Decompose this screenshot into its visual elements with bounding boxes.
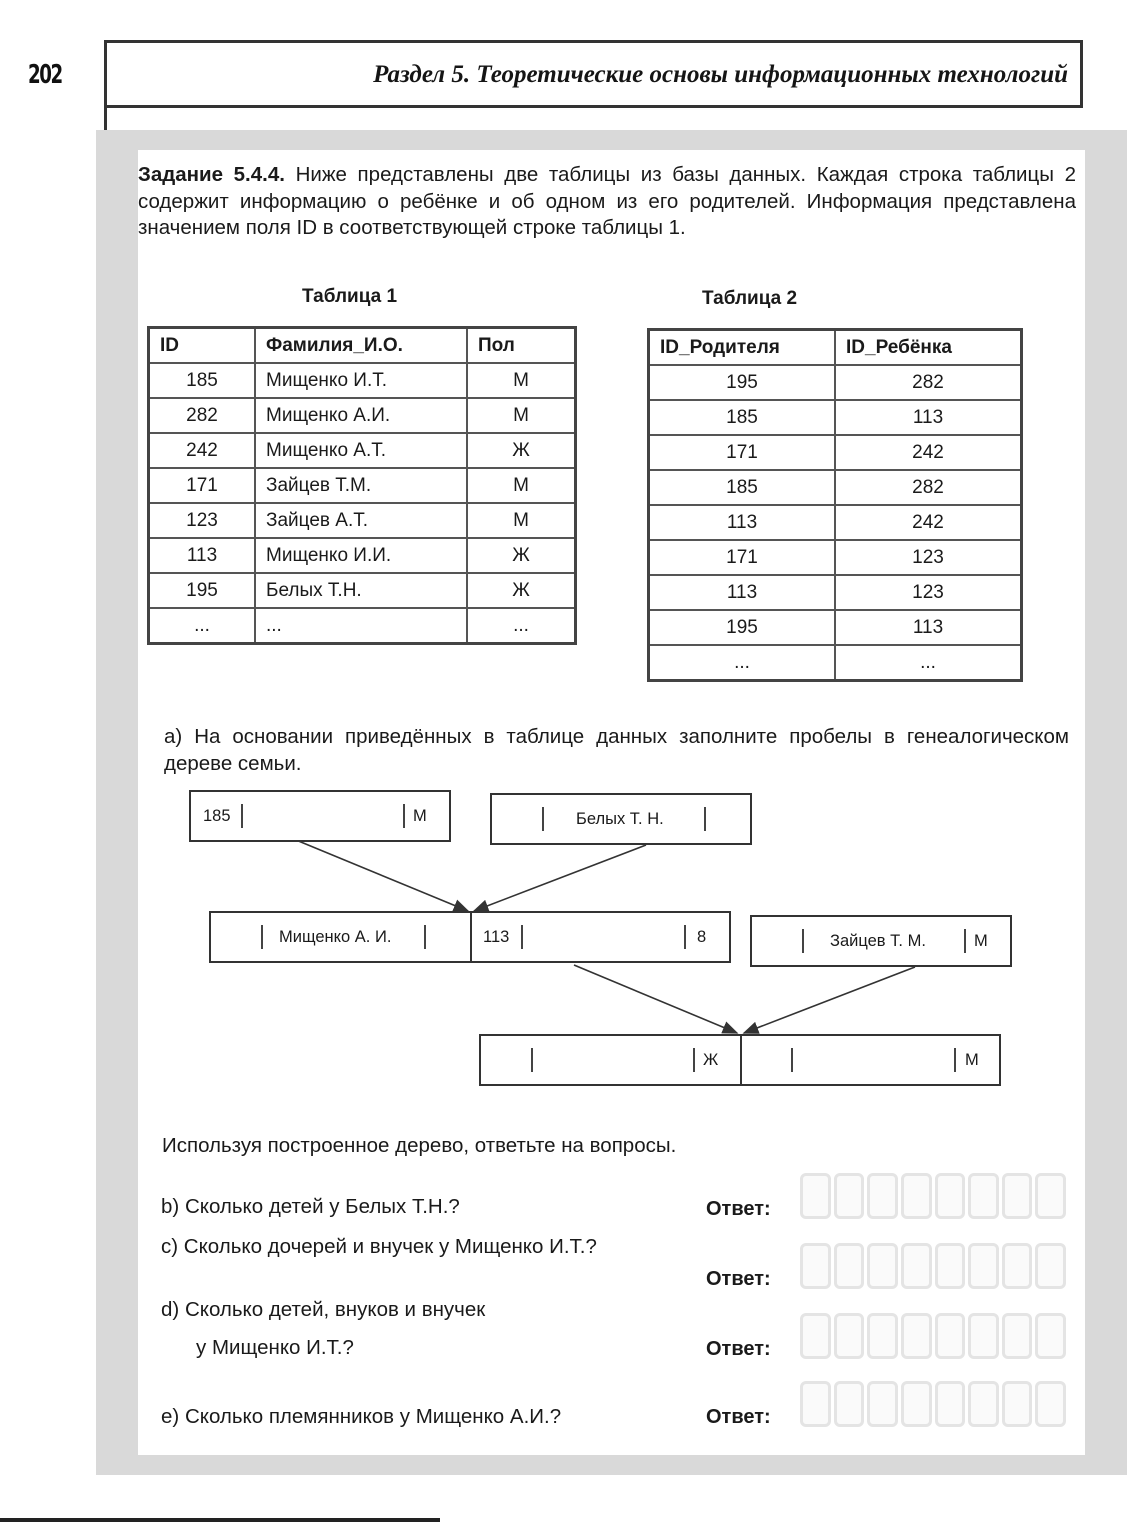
table2-row — [649, 540, 1022, 575]
table2-cell-parent-id: 171 — [649, 435, 836, 470]
table2-cell-child-id: 113 — [835, 610, 1022, 645]
table2-cell-parent-id: 185 — [649, 470, 836, 505]
table1-cell-id: 123 — [149, 503, 256, 538]
answer-digit-cell[interactable] — [1035, 1173, 1066, 1219]
answer-c-label: Ответ: — [706, 1268, 771, 1290]
table1-header-row — [149, 328, 576, 364]
field-separator — [531, 1048, 533, 1072]
answer-digit-cell[interactable] — [1002, 1173, 1033, 1219]
table2-row — [649, 505, 1022, 540]
table1-row — [149, 573, 576, 608]
field-separator — [693, 1048, 695, 1072]
task-number: Задание 5.4.4. — [138, 163, 285, 186]
answer-digit-cell[interactable] — [1035, 1313, 1066, 1359]
answer-e-input[interactable] — [800, 1381, 1066, 1427]
question-b — [161, 1194, 460, 1221]
section-header — [104, 40, 1083, 108]
answer-digit-cell[interactable] — [1002, 1313, 1033, 1359]
table1-cell-name: Зайцев Т.М. — [255, 468, 467, 503]
question-a-text: а) На основании приведённых в таблице данных заполните пробелы в генеалогическом дереве семьи. — [164, 725, 1069, 775]
table1 — [147, 326, 577, 645]
table1-row — [149, 503, 576, 538]
page-number: 202 — [28, 60, 62, 90]
question-d-letter: d) — [161, 1298, 180, 1321]
table2-cell-child-id: ... — [835, 645, 1022, 681]
table2-cell-parent-id: 195 — [649, 365, 836, 400]
table1-cell-sex: Ж — [467, 538, 576, 573]
answer-digit-cell[interactable] — [1035, 1243, 1066, 1289]
answer-digit-cell[interactable] — [901, 1381, 932, 1427]
table1-row — [149, 608, 576, 644]
table2-cell-child-id: 282 — [835, 470, 1022, 505]
field-separator — [802, 929, 804, 953]
table1-cell-id: 171 — [149, 468, 256, 503]
table1-cell-sex: Ж — [467, 433, 576, 468]
question-d-text: Сколько детей, внуков и внучек — [184, 1298, 486, 1321]
field-separator — [424, 925, 426, 949]
answer-digit-cell[interactable] — [1002, 1381, 1033, 1427]
field-separator — [521, 925, 523, 949]
answer-digit-cell[interactable] — [935, 1313, 966, 1359]
table1-cell-sex: М — [467, 363, 576, 398]
answer-digit-cell[interactable] — [834, 1313, 865, 1359]
questions-intro: Используя построенное дерево, ответьте на вопросы. — [162, 1134, 677, 1157]
table2-cell-parent-id: ... — [649, 645, 836, 681]
table1-row — [149, 433, 576, 468]
answer-digit-cell[interactable] — [800, 1381, 831, 1427]
table2-cell-parent-id: 185 — [649, 400, 836, 435]
question-e-letter: e) — [161, 1405, 180, 1428]
table2 — [647, 328, 1023, 682]
answer-digit-cell[interactable] — [901, 1313, 932, 1359]
table1-cell-sex: Ж — [467, 573, 576, 608]
table1-col-id: ID — [149, 328, 256, 364]
answer-digit-cell[interactable] — [834, 1173, 865, 1219]
question-b-text: Сколько детей у Белых Т.Н.? — [184, 1195, 460, 1218]
table1-row — [149, 398, 576, 433]
node-name: Зайцев Т. М. — [830, 932, 926, 950]
answer-digit-cell[interactable] — [834, 1381, 865, 1427]
table1-col-name: Фамилия_И.О. — [255, 328, 467, 364]
table2-row — [649, 645, 1022, 681]
field-separator — [261, 925, 263, 949]
task-intro — [138, 162, 1076, 242]
table1-cell-name: Мищенко И.Т. — [255, 363, 467, 398]
field-separator — [684, 925, 686, 949]
answer-e-label: Ответ: — [706, 1406, 771, 1428]
table2-header-row — [649, 330, 1022, 366]
siblings-divider — [740, 1034, 742, 1086]
answer-b-input[interactable] — [800, 1173, 1066, 1219]
question-d — [161, 1297, 485, 1324]
table2-cell-child-id: 113 — [835, 400, 1022, 435]
answer-digit-cell[interactable] — [935, 1243, 966, 1289]
table1-cell-sex: М — [467, 398, 576, 433]
node-sex: Ж — [703, 1051, 719, 1069]
answer-digit-cell[interactable] — [968, 1381, 999, 1427]
question-e — [161, 1404, 561, 1431]
answer-digit-cell[interactable] — [901, 1243, 932, 1289]
table1-cell-name: Белых Т.Н. — [255, 573, 467, 608]
table1-cell-name: Мищенко И.И. — [255, 538, 467, 573]
table2-col-child-id: ID_Ребёнка — [835, 330, 1022, 366]
table1-cell-name: Мищенко А.И. — [255, 398, 467, 433]
question-b-letter: b) — [161, 1195, 180, 1218]
answer-digit-cell[interactable] — [968, 1173, 999, 1219]
answer-digit-cell[interactable] — [800, 1313, 831, 1359]
table1-cell-id: 282 — [149, 398, 256, 433]
answer-digit-cell[interactable] — [867, 1313, 898, 1359]
answer-digit-cell[interactable] — [1035, 1381, 1066, 1427]
table1-caption: Таблица 1 — [302, 286, 398, 307]
node-sex: М — [974, 932, 988, 950]
table1-cell-sex: ... — [467, 608, 576, 644]
table2-row — [649, 365, 1022, 400]
answer-digit-cell[interactable] — [800, 1243, 831, 1289]
table2-row — [649, 400, 1022, 435]
node-sex: М — [965, 1051, 979, 1069]
tree-node-185 — [189, 790, 451, 842]
question-c-text: Сколько дочерей и внучек у Мищенко И.Т.? — [183, 1235, 597, 1258]
question-c-letter: c) — [161, 1235, 179, 1258]
table2-cell-parent-id: 171 — [649, 540, 836, 575]
table2-row — [649, 610, 1022, 645]
table2-row — [649, 435, 1022, 470]
answer-digit-cell[interactable] — [901, 1173, 932, 1219]
table1-cell-id: 113 — [149, 538, 256, 573]
page-bottom-rule — [0, 1518, 440, 1522]
answer-digit-cell[interactable] — [800, 1173, 831, 1219]
answer-digit-cell[interactable] — [1002, 1243, 1033, 1289]
node-sex: М — [413, 807, 427, 825]
table2-cell-child-id: 282 — [835, 365, 1022, 400]
table2-cell-child-id: 123 — [835, 575, 1022, 610]
table1-cell-sex: М — [467, 468, 576, 503]
table1-cell-name: Зайцев А.Т. — [255, 503, 467, 538]
question-e-text: Сколько племянников у Мищенко А.И.? — [184, 1405, 562, 1428]
answer-digit-cell[interactable] — [834, 1243, 865, 1289]
table1-cell-id: ... — [149, 608, 256, 644]
field-separator — [964, 929, 966, 953]
answer-digit-cell[interactable] — [968, 1243, 999, 1289]
couple-divider — [470, 911, 472, 963]
table1-row — [149, 363, 576, 398]
table2-cell-child-id: 123 — [835, 540, 1022, 575]
question-c — [161, 1234, 597, 1261]
answer-digit-cell[interactable] — [968, 1313, 999, 1359]
field-separator — [241, 804, 243, 828]
task-intro-text: Ниже представлены две таблицы из базы данных. Каждая строка таблицы 2 содержит информацию о ребёнке и об одном из его родителей. Информация представлена значением поля ID в соответствующей строке таблицы 1. — [138, 163, 1077, 239]
section-title: Раздел 5. Теоретические основы информационных технологий — [373, 61, 1068, 88]
table1-cell-name: Мищенко А.Т. — [255, 433, 467, 468]
tree-node-children — [479, 1034, 1001, 1086]
node-name: Мищенко А. И. — [279, 928, 392, 946]
node-name: Белых Т. Н. — [576, 810, 664, 828]
table2-row — [649, 470, 1022, 505]
answer-d-input[interactable] — [800, 1313, 1066, 1359]
answer-digit-cell[interactable] — [935, 1173, 966, 1219]
answer-digit-cell[interactable] — [867, 1381, 898, 1427]
answer-b-label: Ответ: — [706, 1198, 771, 1220]
question-d-line2: у Мищенко И.Т.? — [196, 1336, 354, 1359]
table1-col-sex: Пол — [467, 328, 576, 364]
field-separator — [704, 807, 706, 831]
field-separator — [403, 804, 405, 828]
table1-cell-id: 242 — [149, 433, 256, 468]
tree-node-zaitsev — [750, 915, 1012, 967]
answer-d-label: Ответ: — [706, 1338, 771, 1360]
field-separator — [542, 807, 544, 831]
field-separator — [954, 1048, 956, 1072]
table2-cell-parent-id: 113 — [649, 505, 836, 540]
table2-cell-child-id: 242 — [835, 505, 1022, 540]
table1-row — [149, 538, 576, 573]
answer-digit-cell[interactable] — [935, 1381, 966, 1427]
tree-node-couple — [209, 911, 731, 963]
node-id: 113 — [483, 928, 510, 946]
table2-cell-child-id: 242 — [835, 435, 1022, 470]
answer-digit-cell[interactable] — [867, 1243, 898, 1289]
question-a — [164, 724, 1069, 777]
answer-c-input[interactable] — [800, 1243, 1066, 1289]
node-id: 185 — [203, 807, 231, 825]
table2-cell-parent-id: 113 — [649, 575, 836, 610]
table2-col-parent-id: ID_Родителя — [649, 330, 836, 366]
table2-cell-parent-id: 195 — [649, 610, 836, 645]
table2-caption: Таблица 2 — [702, 288, 798, 309]
field-separator — [791, 1048, 793, 1072]
table1-cell-id: 185 — [149, 363, 256, 398]
table1-cell-name: ... — [255, 608, 467, 644]
table1-cell-sex: М — [467, 503, 576, 538]
table2-row — [649, 575, 1022, 610]
table1-cell-id: 195 — [149, 573, 256, 608]
tree-node-belykh — [490, 793, 752, 845]
node-sex: 8 — [697, 928, 707, 946]
answer-digit-cell[interactable] — [867, 1173, 898, 1219]
table1-row — [149, 468, 576, 503]
